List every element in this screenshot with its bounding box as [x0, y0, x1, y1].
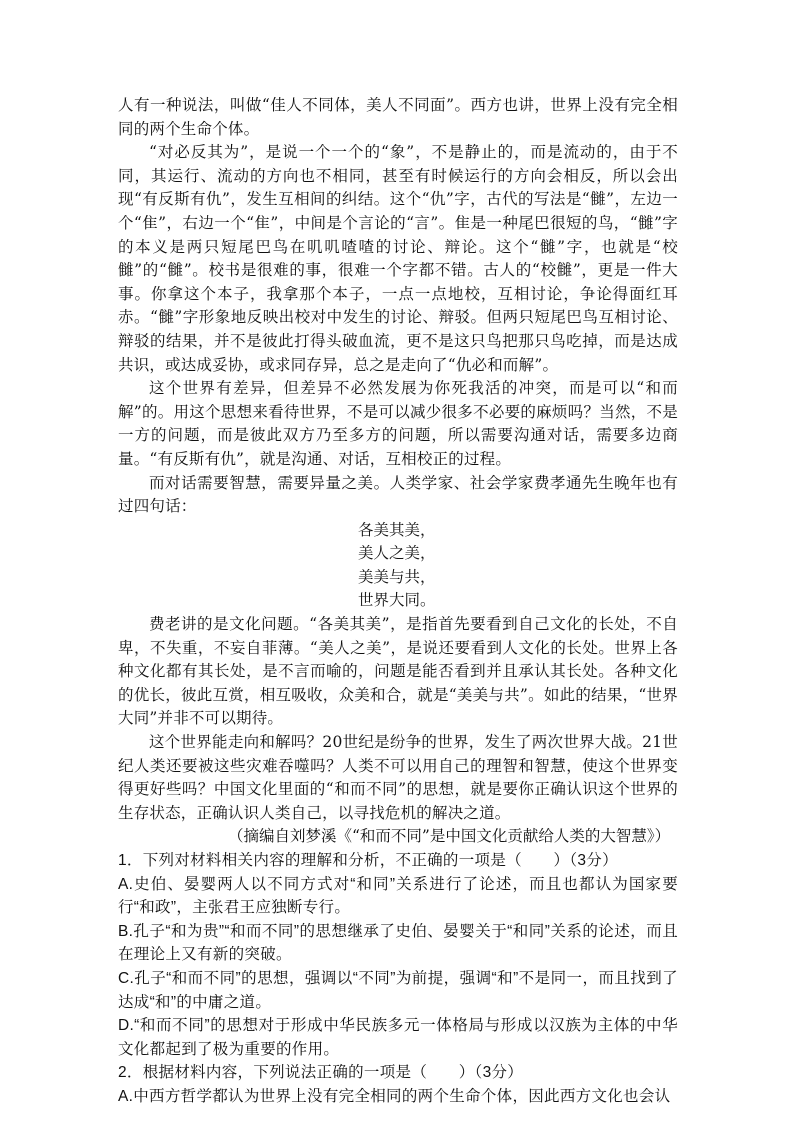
passage-paragraph-4: 而对话需要智慧，需要异量之美。人类学家、社会学家费孝通先生晚年也有过四句话： [118, 473, 678, 516]
question-option-a: A.史伯、晏婴两人以不同方式对“和同”关系进行了论述，而且也都认为国家要行“和政”，主张君王应独断专行。 [118, 875, 678, 917]
passage-paragraph-2: “对必反其为”，是说一个一个的“象”，不是静止的，而是流动的，由于不同，其运行、流动的方向也不相同，甚至有时候运行的方向会相反，所以会出现“有反斯有仇”，发生互相间的纠结。这个“仇”字，古代的写法是“雠”，左边一个“隹”，右边一个“隹”，中间是个言论的“言”。隹是一种尾巴很短的鸟，“雠”字的本义是两只短尾巴鸟在叽叽喳喳的讨论、辩论。这个“雠”字，也就是“校雠”的“雠”。校书是很难的事，很难一个字都不错。古人的“校雠”，更是一件大事。你拿这个本子，我拿那个本子，一点一点地校，互相讨论，争论得面红耳赤。“雠”字形象地反映出校对中发生的讨论、辩驳。但两只短尾巴鸟互相讨论、辩驳的结果，并不是彼此打得头破血流，更不是这只鸟把那只鸟吃掉，而是达成共识，或达成妥协，或求同存异，总之是走向了“仇必和而解”。 [118, 143, 678, 374]
poem-block [118, 519, 678, 613]
passage-paragraph-5: 费老讲的是文化问题。“各美其美”，是指首先要看到自己文化的长处，不自卑，不失重，不妄自菲薄。“美人之美”，是说还要看到人文化的长处。世界上各种文化都有其长处，是不言而喻的，问题是能否看到并且承认其长处。各种文化的优长，彼此互赏，相互吸收，众美和合，就是“美美与共”。如此的结果，“世界大同”并非不可以期待。 [118, 615, 678, 728]
question-option-b: B.孔子“和为贵”“和而不同”的思想继承了史伯、晏婴关于“和同”关系的论述，而且在理论上又有新的突破。 [118, 922, 678, 964]
passage-paragraph-1: 人有一种说法，叫做“佳人不同体，美人不同面”。西方也讲，世界上没有完全相同的两个生命个体。 [118, 96, 678, 138]
poem-line: 美美与共， [358, 567, 436, 586]
poem-line: 世界大同。 [358, 591, 436, 610]
passage-paragraph-6: 这个世界能走向和解吗？20世纪是纷争的世界，发生了两次世界大战。21世纪人类还要被这些灾难吞噬吗？人类不可以用自己的理智和智慧，使这个世界变得更好些吗？中国文化里面的“和而不同”的思想，就是要你正确认识这个世界的生存状态，正确认识人类自己，以寻找危机的解决之道。 [118, 733, 678, 822]
question-stem: 2．根据材料内容，下列说法正确的一项是（ ）（3分） [118, 1064, 524, 1082]
question-2 [118, 1061, 678, 1108]
question-option-c: C.孔子“和而不同”的思想，强调以“不同”为前提，强调“和”不是同一，而且找到了达成“和”的中庸之道。 [118, 969, 678, 1011]
poem-line: 美人之美， [358, 544, 436, 563]
source-citation: （摘编自刘梦溪《“和而不同”是中国文化贡献给人类的大智慧》） [228, 827, 671, 846]
question-1 [118, 849, 678, 1061]
question-option-d: D.“和而不同”的思想对于形成中华民族多元一体格局与形成以汉族为主体的中华文化都起到了极为重要的作用。 [118, 1017, 678, 1058]
question-option-a: A.中西方哲学都认为世界上没有完全相同的两个生命个体，因此西方文化也会认 [118, 1087, 671, 1105]
document-page [118, 94, 678, 1109]
passage-paragraph-3: 这个世界有差异，但差异不必然发展为你死我活的冲突，而是可以“和而解”的。用这个思想来看待世界，不是可以减少很多不必要的麻烦吗？当然，不是一方的问题，而是彼此双方乃至多方的问题，所以需要沟通对话，需要多边商量。“有反斯有仇”，就是沟通、对话，互相校正的过程。 [118, 379, 678, 468]
poem-line: 各美其美， [358, 520, 436, 539]
question-stem: 1．下列对材料相关内容的理解和分析，不正确的一项是（ ）（3分） [118, 852, 618, 869]
